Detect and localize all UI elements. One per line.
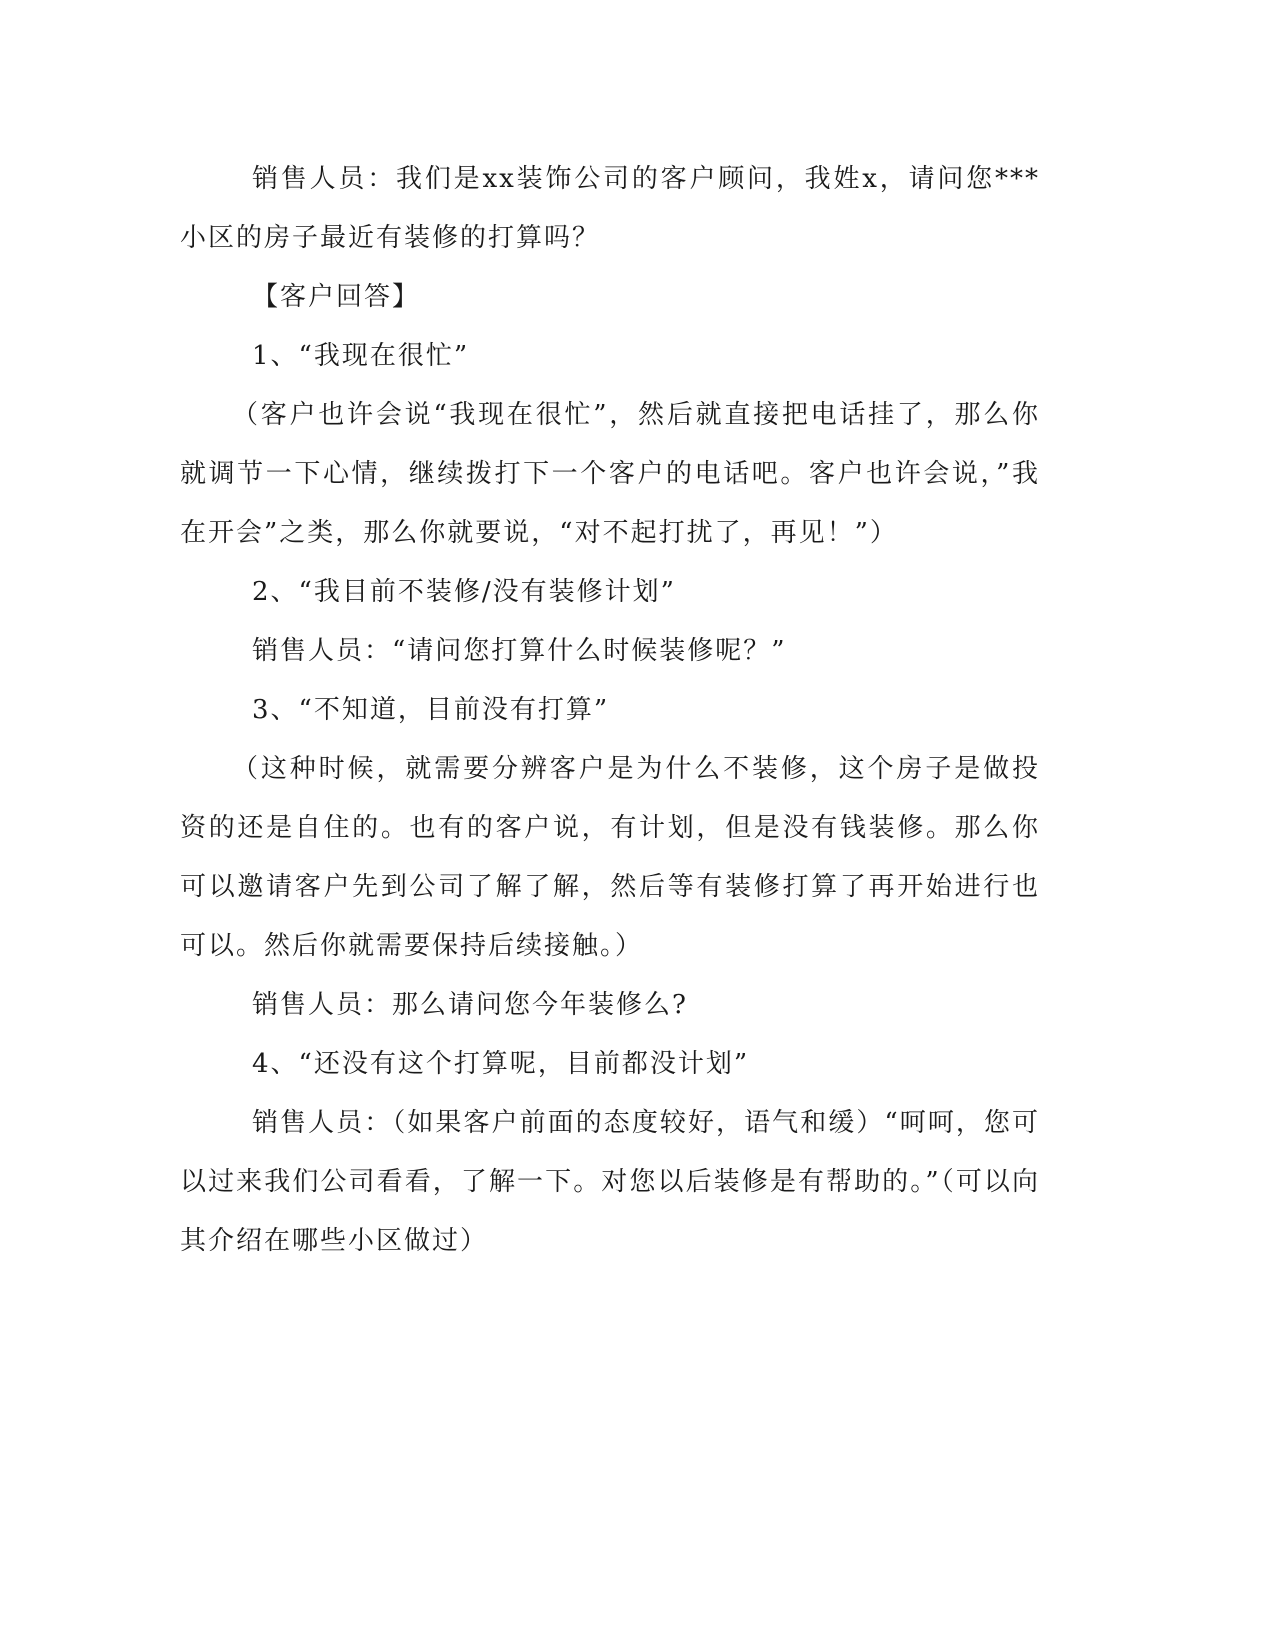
paragraph-answer-3: 3、“不知道，目前没有打算”	[252, 695, 610, 725]
paragraph-sales-reply-2: 销售人员：“请问您打算什么时候装修呢？”	[252, 636, 787, 666]
document-page	[180, 150, 1040, 1271]
paragraph-sales-reply-3: 销售人员：那么请问您今年装修么?	[252, 990, 688, 1020]
paragraph-sales-reply-4: 销售人员：（如果客户前面的态度较好，语气和缓）“呵呵，您可以过来我们公司看看，了解一下。对您以后装修是有帮助的。”（可以向其介绍在哪些小区做过）	[180, 1108, 1040, 1256]
paragraph-answer-1-note: （客户也许会说“我现在很忙”，然后就直接把电话挂了，那么你就调节一下心情，继续拨打下一个客户的电话吧。客户也许会说，”我在开会”之类，那么你就要说，“对不起打扰了，再见！”）	[180, 400, 1040, 548]
paragraph-answer-4: 4、“还没有这个打算呢，目前都没计划”	[252, 1049, 750, 1079]
paragraph-answer-3-note: （这种时候，就需要分辨客户是为什么不装修，这个房子是做投资的还是自住的。也有的客户说，有计划，但是没有钱装修。那么你可以邀请客户先到公司了解了解，然后等有装修打算了再开始进行也可以。然后你就需要保持后续接触。）	[180, 754, 1040, 961]
paragraph-answer-1: 1、“我现在很忙”	[252, 341, 470, 371]
paragraph-sales-intro: 销售人员：我们是xx装饰公司的客户顾问，我姓x，请问您***小区的房子最近有装修的打算吗？	[180, 164, 1040, 253]
paragraph-answer-2: 2、“我目前不装修/没有装修计划”	[252, 577, 676, 607]
paragraph-customer-answer-heading: 【客户回答】	[252, 282, 421, 312]
